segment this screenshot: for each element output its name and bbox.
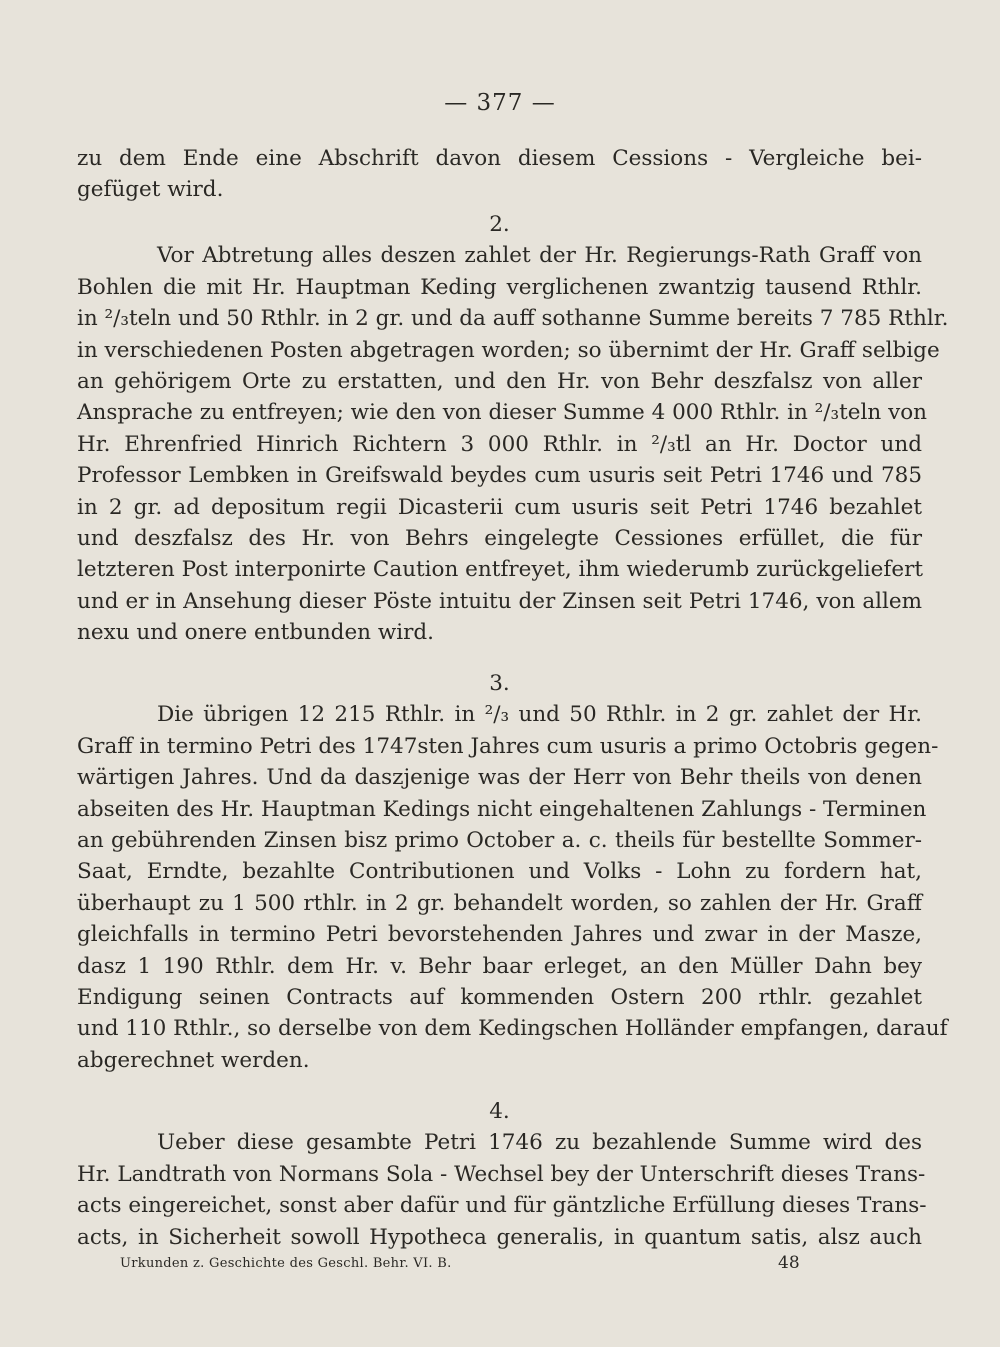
text-line: an gehörigem Orte zu erstatten, und den Hr. von Behr deszfalsz von aller bbox=[77, 369, 922, 395]
text-line: Ueber diese gesambte Petri 1746 zu bezahlende Summe wird des bbox=[157, 1130, 922, 1156]
text-line: acts, in Sicherheit sowoll Hypotheca generalis, in quantum satis, alsz auch bbox=[77, 1224, 922, 1250]
text-line: Vor Abtretung alles deszen zahlet der Hr. Regierungs-Rath Graff von bbox=[157, 243, 922, 269]
section-number: 2. bbox=[489, 212, 510, 237]
text-line: abgerechnet werden. bbox=[77, 1047, 310, 1073]
text-line: Saat, Erndte, bezahlte Contributionen und Volks - Lohn zu fordern hat, bbox=[77, 859, 922, 885]
text-line: letzteren Post interponirte Caution entfreyet, ihm wiederumb zurückgeliefert bbox=[77, 557, 924, 583]
text-line: und deszfalsz des Hr. von Behrs eingelegte Cessiones erfüllet, die für bbox=[77, 526, 922, 552]
text-line: Professor Lembken in Greifswald beydes cum usuris seit Petri 1746 und 785 bbox=[77, 463, 922, 489]
body-text-1 bbox=[77, 143, 922, 206]
text-line: und 110 Rthlr., so derselbe von dem Kedingschen Holländer empfangen, darauf bbox=[77, 1016, 948, 1042]
text-line: an gebührenden Zinsen bisz primo October a. c. theils für bestellte Sommer- bbox=[77, 828, 922, 854]
text-line: gleichfalls in termino Petri bevorstehenden Jahres und zwar in der Masze, bbox=[77, 922, 922, 948]
text-line: Endigung seinen Contracts auf kommenden Ostern 200 rthlr. gezahlet bbox=[77, 985, 922, 1011]
text-line: wärtigen Jahres. Und da daszjenige was der Herr von Behr theils von denen bbox=[77, 765, 922, 791]
text-line: in 2 gr. ad depositum regii Dicasterii cum usuris seit Petri 1746 bezahlet bbox=[77, 494, 922, 520]
text-line: zu dem Ende eine Abschrift davon diesem Cessions - Vergleiche bei- bbox=[77, 146, 922, 171]
text-line: Hr. Landtrath von Normans Sola - Wechsel bey der Unterschrift dieses Trans- bbox=[77, 1161, 926, 1187]
section-4 bbox=[77, 1096, 927, 1253]
footer-signature: 48 bbox=[778, 1253, 800, 1273]
text-line: gefüget wird. bbox=[77, 177, 224, 203]
page-number: — 377 — bbox=[444, 90, 556, 116]
text-line: Ansprache zu entfreyen; wie den von dieser Summe 4 000 Rthlr. in ²/₃teln von bbox=[77, 400, 928, 426]
text-line: überhaupt zu 1 500 rthlr. in 2 gr. behandelt worden, so zahlen der Hr. Graff bbox=[77, 890, 922, 916]
text-line: Bohlen die mit Hr. Hauptman Keding verglichenen zwantzig tausend Rthlr. bbox=[77, 274, 922, 300]
text-line: Hr. Ehrenfried Hinrich Richtern 3 000 Rthlr. in ²/₃tl an Hr. Doctor und bbox=[77, 431, 922, 457]
text-line: acts eingereichet, sonst aber dafür und für gäntzliche Erfüllung dieses Trans- bbox=[77, 1193, 927, 1219]
text-line: und er in Ansehung dieser Pöste intuitu der Zinsen seit Petri 1746, von allem bbox=[77, 588, 922, 614]
section-number: 4. bbox=[489, 1099, 510, 1124]
footer-source: Urkunden z. Geschichte des Geschl. Behr. VI. B. bbox=[120, 1256, 452, 1271]
section-number: 3. bbox=[489, 671, 510, 696]
text-line: Die übrigen 12 215 Rthlr. in ²/₃ und 50 Rthlr. in 2 gr. zahlet der Hr. bbox=[157, 702, 922, 728]
text-line: abseiten des Hr. Hauptman Kedings nicht eingehaltenen Zahlungs - Terminen bbox=[77, 796, 927, 822]
text-line: nexu und onere entbunden wird. bbox=[77, 620, 435, 646]
section-3 bbox=[77, 668, 948, 1076]
text-line: Graff in termino Petri des 1747sten Jahres cum usuris a primo Octobris gegen- bbox=[77, 733, 939, 759]
text-line: in verschiedenen Posten abgetragen worden; so übernimt der Hr. Graff selbige bbox=[77, 337, 940, 363]
text-line: dasz 1 190 Rthlr. dem Hr. v. Behr baar erleget, an den Müller Dahn bey bbox=[77, 953, 922, 979]
section-2 bbox=[77, 209, 949, 649]
text-line: in ²/₃teln und 50 Rthlr. in 2 gr. und da auff sothanne Summe bereits 7 785 Rthlr. bbox=[77, 306, 949, 332]
